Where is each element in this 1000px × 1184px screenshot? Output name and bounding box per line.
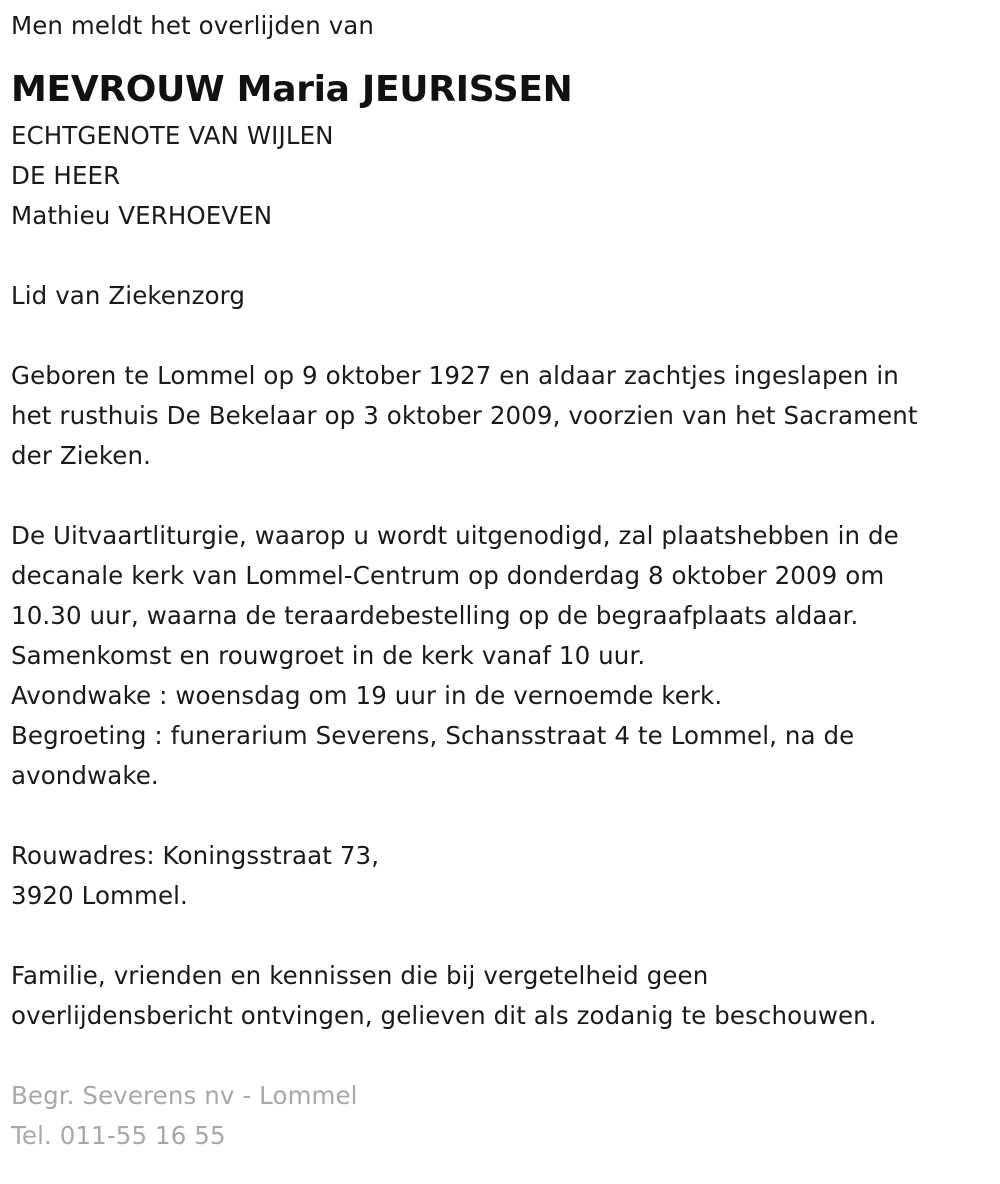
spacer (11, 236, 1000, 276)
footer-phone: Tel. 011-55 16 55 (11, 1121, 226, 1150)
funeral-line-4: Samenkomst en rouwgroet in de kerk vanaf 10 uur. (11, 641, 646, 670)
birth-death-line-2: het rusthuis De Bekelaar op 3 oktober 2009, voorzien van het Sacrament (11, 401, 918, 430)
spacer (11, 1036, 1000, 1076)
spacer (11, 476, 1000, 516)
funeral-line-2: decanale kerk van Lommel-Centrum op donderdag 8 oktober 2009 om (11, 561, 885, 590)
membership-text: Lid van Ziekenzorg (11, 281, 246, 310)
spacer (11, 916, 1000, 956)
spouse-line-2: DE HEER (11, 161, 121, 190)
funeral-line-5: Avondwake : woensdag om 19 uur in de vernoemde kerk. (11, 681, 723, 710)
deceased-name: MEVROUW Maria JEURISSEN (11, 69, 573, 110)
spouse-line-1: ECHTGENOTE VAN WIJLEN (11, 121, 334, 150)
notice-line-1: Familie, vrienden en kennissen die bij vergetelheid geen (11, 961, 709, 990)
notice-line-2: overlijdensbericht ontvingen, gelieven dit als zodanig te beschouwen. (11, 1001, 877, 1030)
birth-death-line-3: der Zieken. (11, 441, 151, 470)
address-line-2: 3920 Lommel. (11, 881, 188, 910)
spacer (11, 316, 1000, 356)
birth-death-line-1: Geboren te Lommel op 9 oktober 1927 en aldaar zachtjes ingeslapen in (11, 361, 899, 390)
address-line-1: Rouwadres: Koningsstraat 73, (11, 841, 380, 870)
spouse-line-3: Mathieu VERHOEVEN (11, 201, 273, 230)
footer-company: Begr. Severens nv - Lommel (11, 1081, 358, 1110)
intro-text: Men meldt het overlijden van (11, 11, 375, 40)
funeral-line-1: De Uitvaartliturgie, waarop u wordt uitgenodigd, zal plaatshebben in de (11, 521, 899, 550)
funeral-line-7: avondwake. (11, 761, 159, 790)
spacer (11, 796, 1000, 836)
funeral-line-3: 10.30 uur, waarna de teraardebestelling op de begraafplaats aldaar. (11, 601, 859, 630)
funeral-line-6: Begroeting : funerarium Severens, Schansstraat 4 te Lommel, na de (11, 721, 855, 750)
